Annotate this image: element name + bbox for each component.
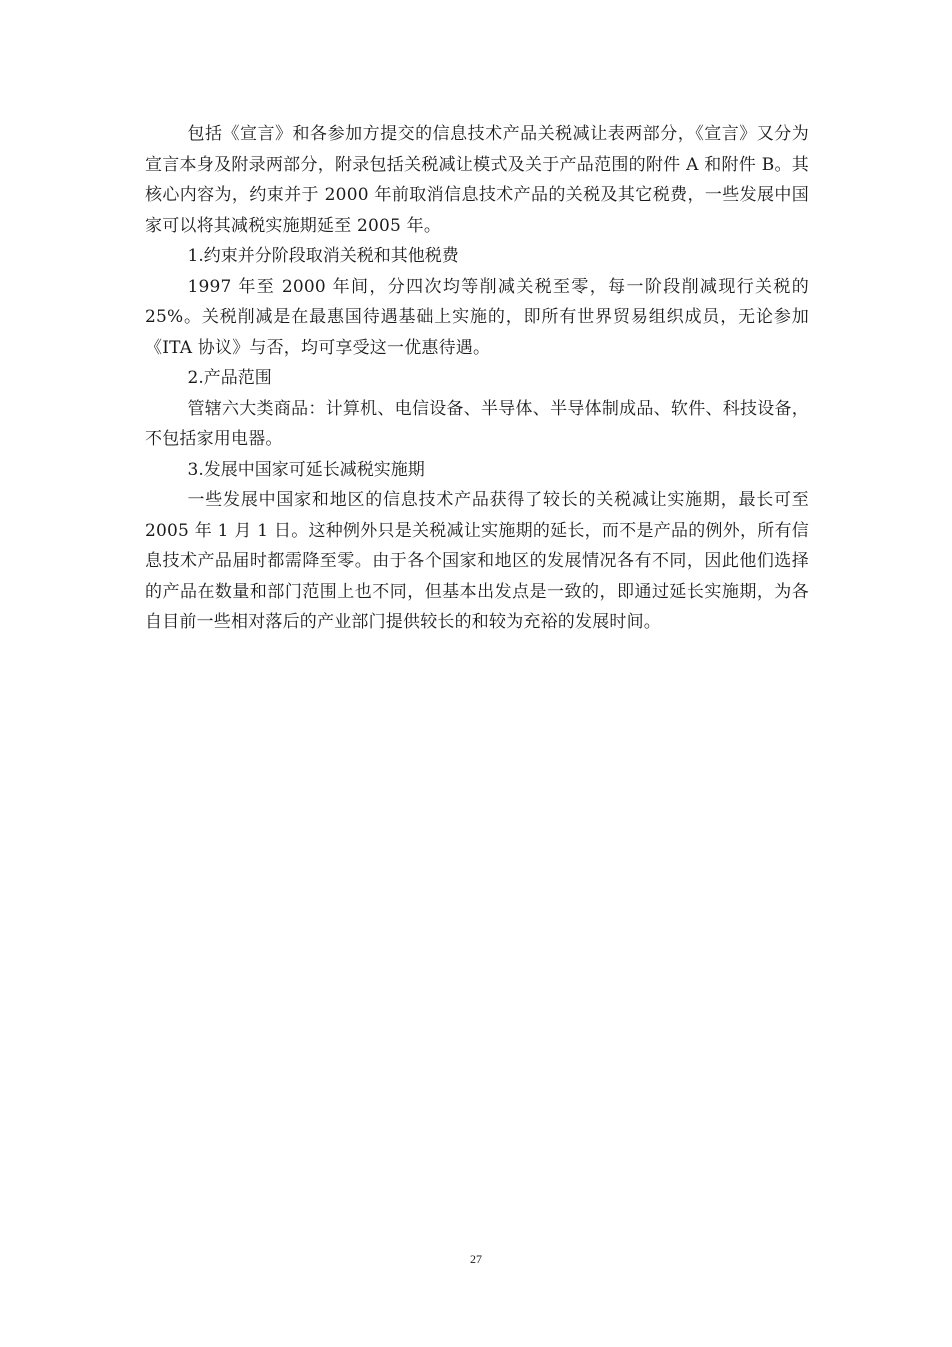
paragraph-tariff-elimination: 1997 年至 2000 年间，分四次均等削减关税至零，每一阶段削减现行关税的 25%。关税削减是在最惠国待遇基础上实施的，即所有世界贸易组织成员，无论参加《ITA 协议》与否，均可享受这一优惠待遇。 [145, 276, 809, 358]
paragraph-ita-overview: 包括《宣言》和各参加方提交的信息技术产品关税减让表两部分，《宣言》又分为宣言本身及附录两部分，附录包括关税减让模式及关于产品范围的附件 A 和附件 B。其核心内容为，约束并于 2000 年前取消信息技术产品的关税及其它税费，一些发展中国家可以将其减税实施期延至 2005 年。 [145, 124, 809, 236]
paragraph-extended-period: 一些发展中国家和地区的信息技术产品获得了较长的关税减让实施期，最长可至 2005 年 1 月 1 日。这种例外只是关税减让实施期的延长，而不是产品的例外，所有信息技术产品届时都需降至零。由于各个国家和地区的发展情况各有不同，因此他们选择的产品在数量和部门范围上也不同，但基本出发点是一致的，即通过延长实施期，为各自目前一些相对落后的产业部门提供较长的和较为充裕的发展时间。 [145, 490, 809, 632]
page-number: 27 [470, 1252, 482, 1266]
paragraph-product-scope: 管辖六大类商品：计算机、电信设备、半导体、半导体制成品、软件、科技设备，不包括家用电器。 [145, 398, 809, 449]
section-heading-extended-period: 3.发展中国家可延长减税实施期 [187, 459, 425, 480]
section-heading-product-scope: 2.产品范围 [187, 368, 272, 388]
document-body [145, 119, 809, 638]
section-heading-tariff-elimination: 1.约束并分阶段取消关税和其他税费 [187, 246, 459, 266]
